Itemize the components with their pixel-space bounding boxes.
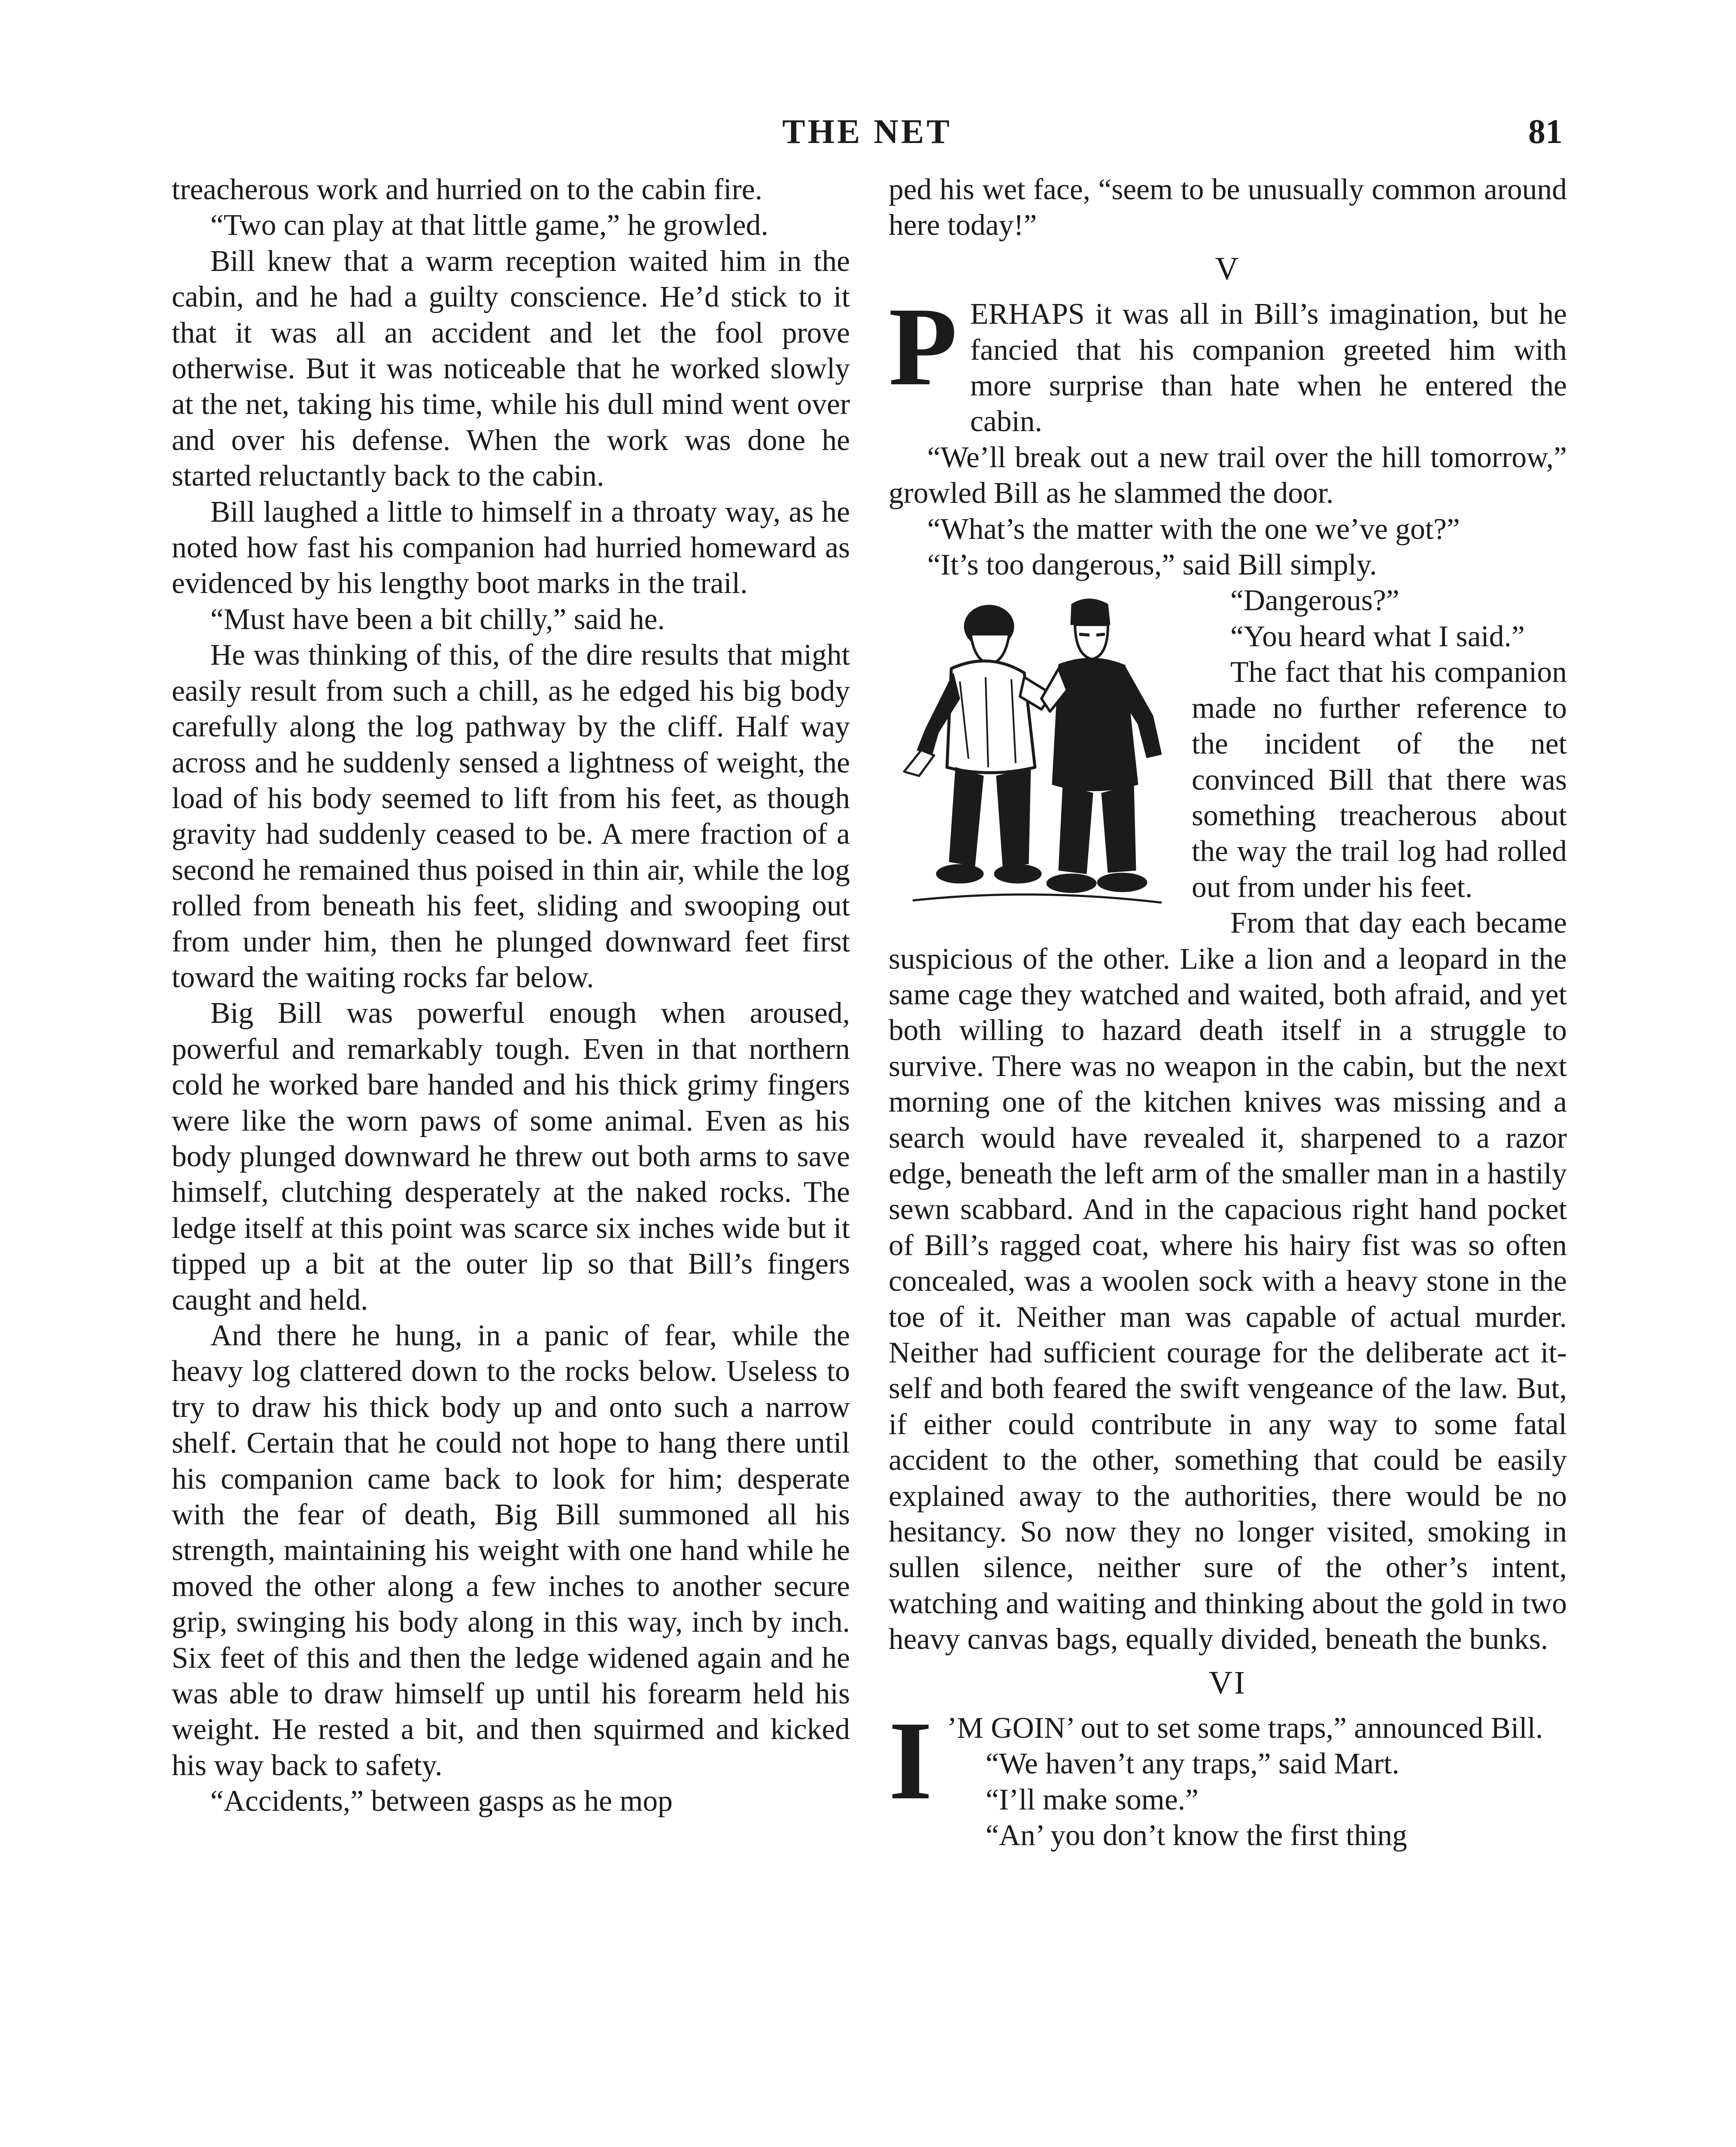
paragraph: “You heard what I said.” xyxy=(1230,620,1525,653)
paragraph: “Two can play at that little game,” he growled. xyxy=(210,209,768,242)
paragraph: Bill laughed a little to himself in a throaty way, as he noted how fast his companion had hurried homeward as evidenced by his lengthy boot marks in the trail. xyxy=(172,495,850,600)
left-column xyxy=(172,172,850,2147)
section-heading-vi: VI xyxy=(1208,1664,1247,1701)
paragraph: From that day each became suspicious of the other. Like a lion and a leopard in the same cage they watched and waited, both afraid, and yet both willing to hazard death itself in a struggle to survive. There was no weapon in the cabin, but the next morning one of the kitchen knives was missing and a search would have revealed it, sharpened to a razor edge, beneath the left arm of the smaller man in a hastily sewn scabbard. And in the capacious right hand pocket of Bill’s ragged coat, where his hairy fist was so often concealed, was a woolen sock with a heavy stone in the toe of it. Neither man was capable of actual murder. Neither had sufficient courage for the deliberate act itself and both feared the swift vengeance of the law. But, if either could contribute in any way to some fatal accident to the other, something that could be easily explained away to the authorities, there would be no hesitancy. So now they no longer visited, smoking in sullen silence, neither sure of the other’s intent, watching and waiting and thinking about the gold in two heavy canvas bags, equally divided, beneath the bunks. xyxy=(889,906,1567,1656)
paragraph: “Must have been a bit chilly,” said he. xyxy=(210,602,665,636)
paragraph: “An’ you don’t know the first thing xyxy=(985,1819,1407,1852)
paragraph: He was thinking of this, of the dire results that might easily result from such a chill, as he edged his big body carefully along the log pathway by the cliff. Half way across and he suddenly sensed a lightness of weight, the load of his body seemed to lift from his feet, as though gravity had suddenly ceased to be. A mere fraction of a second he remained thus poised in thin air, while the log rolled from beneath his feet, sliding and swooping out from under him, then he plunged downward feet first toward the waiting rocks far below. xyxy=(172,639,850,994)
section-opening xyxy=(889,284,1567,440)
paragraph: And there he hung, in a panic of fear, while the heavy log clattered down to the rocks below. Useless to try to draw his thick body up and onto such a narrow shelf. Certain that he could not hope to hang there until his companion came back to look for him; desperate with the fear of death, Big Bill summoned all his strength, maintaining his weight with one hand while he moved the other along a few inches to another secure grip, swinging his body along in this way, inch by inch. Six feet of this and then the ledge widened again and he was able to draw himself up until his forearm held his weight. He rested a bit, and then squirmed and kicked his way back to safety. xyxy=(172,1319,850,1782)
opening-text: ’M GOIN’ out to set some traps,” announced Bill. xyxy=(947,1712,1543,1745)
opening-text: ERHAPS it was all in Bill’s imagination, but he fancied that his companion greeted him with more surprise than hate when he entered the cabin. xyxy=(970,298,1567,438)
paragraph: “It’s too dangerous,” said Bill simply. xyxy=(927,548,1377,582)
paragraph: “I’ll make some.” xyxy=(985,1783,1199,1816)
section-heading-v: V xyxy=(1215,250,1241,287)
trappers-drawing-icon xyxy=(887,587,1179,913)
paragraph: The fact that his companion made no further reference to the incident of the net convinced Bill that there was something treacherous about the way the trail log had rolled out from under his feet. xyxy=(1192,656,1567,904)
paragraph: Bill knew that a warm reception waited him in the cabin, and he had a guilty conscience. He’d stick to it that it was all an accident and let the fool prove otherwise. But it was noticeable that he worked slowly at the net, taking his time, while his dull mind went over and over his defense. When the work was done he started reluctantly back to the cabin. xyxy=(172,244,850,493)
paragraph: “Dangerous?” xyxy=(1230,584,1399,617)
drop-cap: I xyxy=(889,1698,932,1823)
right-column xyxy=(889,172,1567,2147)
page-header xyxy=(172,113,1563,160)
paragraph: “Accidents,” between gasps as he mop xyxy=(210,1785,673,1818)
paragraph: “We’ll break out a new trail over the hill tomorrow,” growled Bill as he slammed the door. xyxy=(889,441,1567,510)
drop-cap: P xyxy=(889,284,958,409)
paragraph: treacherous work and hurried on to the cabin fire. xyxy=(172,173,762,206)
paragraph: “What’s the matter with the one we’ve got?” xyxy=(927,512,1460,546)
running-title: THE NET xyxy=(782,113,952,151)
two-trappers-illustration xyxy=(887,587,1179,913)
paragraph: Big Bill was powerful enough when aroused, powerful and remarkably tough. Even in that northern cold he worked bare handed and his thick grimy fingers were like the worn paws of some animal. Even as his body plunged downward he threw out both arms to save himself, clutching desperately at the naked rocks. The ledge itself at this point was scarce six inches wide but it tipped up a bit at the outer lip so that Bill’s fingers caught and held. xyxy=(172,997,850,1317)
paragraph: “We haven’t any traps,” said Mart. xyxy=(985,1747,1399,1781)
paragraph: ped his wet face, “seem to be unusually common around here today!” xyxy=(889,173,1567,242)
page-number: 81 xyxy=(1528,113,1563,151)
